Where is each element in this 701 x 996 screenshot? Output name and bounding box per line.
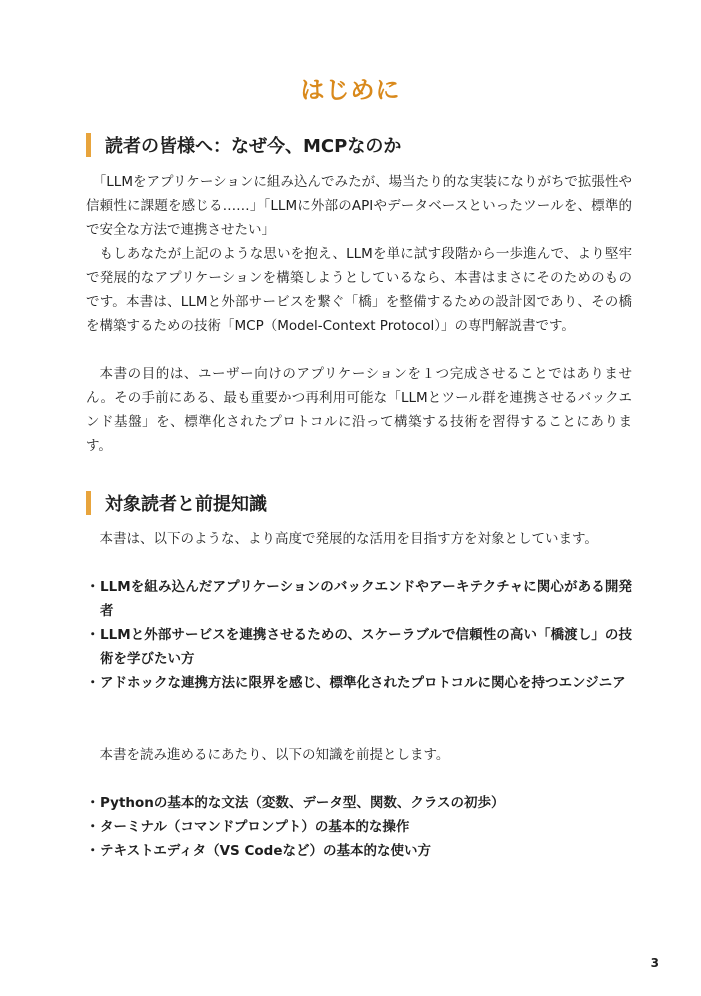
section-heading-audience (86, 491, 267, 515)
list-item-text: Pythonの基本的な文法（変数、データ型、関数、クラスの初歩） (100, 795, 505, 811)
bullet-mark: ・ (86, 579, 100, 595)
page-number: 3 (650, 956, 659, 970)
paragraph-purpose-of-book: もしあなたが上記のような思いを抱え、LLMを単に試す段階から一歩進んで、より堅牢で発展的なアプリケーションを構築しようとしているなら、本書はまさにそのためのものです。本書は、LLMと外部サービスを繋ぐ「橋」を整備するための設計図であり、その橋を構築するための技術「MCP（Model-Context Protocol）」の専門解説書です。 (86, 246, 632, 334)
bullet-mark: ・ (86, 843, 100, 859)
list-item-audience (86, 575, 632, 623)
list-item-audience (86, 671, 632, 695)
section-heading-text: 読者の皆様へ：なぜ今、MCPなのか (105, 136, 402, 157)
bullet-mark: ・ (86, 795, 100, 811)
section-heading-why-mcp (86, 133, 401, 157)
list-item-text: ターミナル（コマンドプロンプト）の基本的な操作 (100, 819, 410, 835)
list-item-text: テキストエディタ（VS Codeなど）の基本的な使い方 (100, 843, 431, 859)
list-item-prerequisite (86, 791, 632, 815)
list-item-text: アドホックな連携方法に限界を感じ、標準化されたプロトコルに関心を持つエンジニア (100, 675, 626, 691)
bullet-mark: ・ (86, 819, 100, 835)
paragraph-reader-quote: 「LLMをアプリケーションに組み込んでみたが、場当たり的な実装になりがちで拡張性や信頼性に課題を感じる……」「LLMに外部のAPIやデータベースといったツールを、標準的で安全な方法で連携させたい」 (86, 174, 632, 238)
heading-accent-bar (86, 491, 91, 515)
list-item-text: LLMと外部サービスを連携させるための、スケーラブルで信頼性の高い「橋渡し」の技術を学びたい方 (100, 627, 632, 667)
heading-accent-bar (86, 133, 91, 157)
bullet-mark: ・ (86, 627, 100, 643)
paragraph-audience-intro: 本書は、以下のような、より高度で発展的な活用を目指す方を対象としています。 (99, 531, 598, 547)
list-item-prerequisite (86, 815, 632, 839)
page-title: はじめに (300, 76, 401, 104)
list-item-prerequisite (86, 839, 632, 863)
list-item-audience (86, 623, 632, 671)
paragraph-prerequisites-intro: 本書を読み進めるにあたり、以下の知識を前提とします。 (99, 747, 450, 763)
bullet-mark: ・ (86, 675, 100, 691)
list-item-text: LLMを組み込んだアプリケーションのバックエンドやアーキテクチャに関心がある開発者 (100, 579, 632, 619)
paragraph-book-goal: 本書の目的は、ユーザー向けのアプリケーションを１つ完成させることではありません。その手前にある、最も重要かつ再利用可能な「LLMとツール群を連携させるバックエンド基盤」を、標準化されたプロトコルに沿って構築する技術を習得することにあります。 (86, 366, 632, 454)
section-heading-text: 対象読者と前提知識 (105, 494, 267, 515)
